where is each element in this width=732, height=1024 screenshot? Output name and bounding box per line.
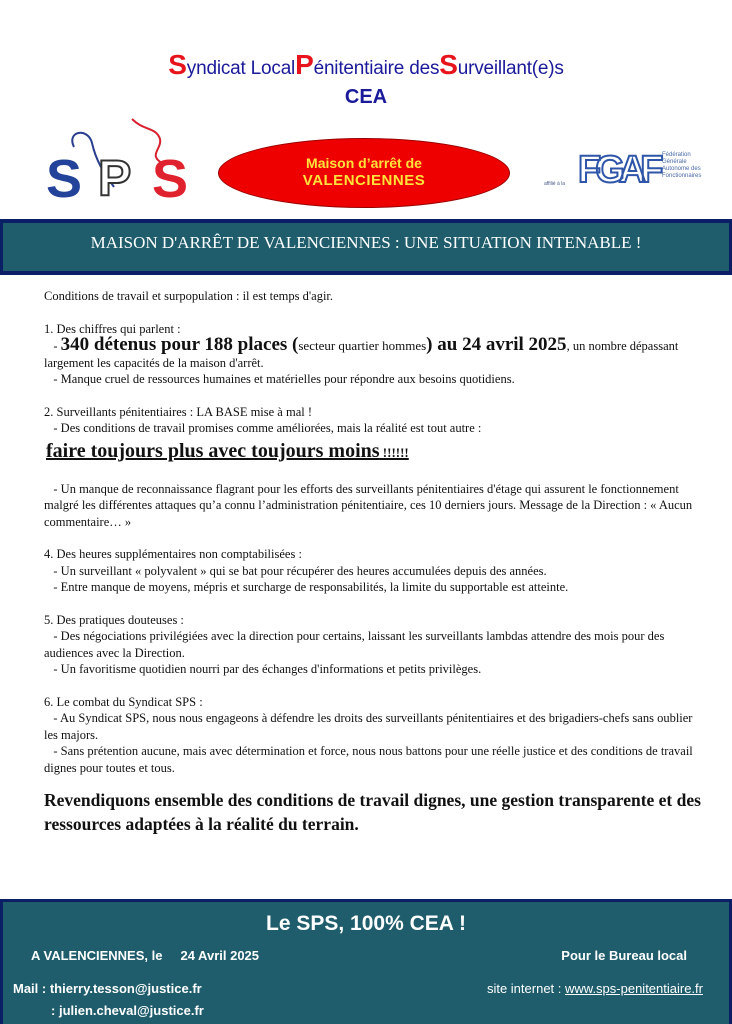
footer-place-date	[31, 948, 259, 963]
fgaf-affiliated-label: affilié à la	[544, 181, 566, 187]
item-text: - Manque cruel de ressources humaines et matérielles pour répondre aux besoins quotidiens.	[53, 372, 515, 386]
section-2-slogan	[46, 439, 704, 465]
ellipse-line2: VALENCIENNES	[302, 172, 426, 190]
footer-mail-2	[51, 1003, 204, 1018]
item-text: - Un surveillant « polyvalent » qui se bat pour récupérer des heures accumulées depuis des années.	[53, 563, 547, 578]
website-link[interactable]: www.sps-penitentiaire.fr	[565, 981, 703, 996]
mail-prefix: :	[51, 1003, 59, 1018]
slogan-text: faire toujours plus avec toujours moins	[46, 439, 380, 462]
prison-name-ellipse	[218, 138, 510, 208]
section-5-heading: 5. Des pratiques douteuses :	[44, 612, 184, 627]
section-2-heading: 2. Surveillants pénitentiaires : LA BASE mise à mal !	[44, 404, 313, 419]
section-4-item-2	[44, 579, 704, 596]
section-4-heading: 4. Des heures supplémentaires non comptabilisées :	[44, 547, 302, 561]
title-initial: S	[168, 49, 187, 80]
headline-banner	[0, 219, 732, 275]
item-text: - Entre manque de moyens, mépris et surcharge de responsabilités, la limite du supportable est atteinte.	[53, 580, 569, 594]
stat-note: secteur quartier hommes	[298, 338, 427, 353]
fgaf-word: FGAF	[578, 149, 658, 191]
section-1-heading: 1. Des chiffres qui parlent :	[44, 321, 181, 336]
section-2-item-2	[44, 481, 704, 531]
item-text: - Des conditions de travail promises comme améliorées, mais la réalité est tout autre :	[53, 421, 482, 435]
section-1-item-2	[44, 371, 704, 388]
footer-website	[487, 981, 703, 996]
section-6-heading: 6. Le combat du Syndicat SPS :	[44, 694, 203, 709]
headline-text: MAISON D'ARRÊT DE VALENCIENNES : UNE SITUATION INTENABLE !	[90, 233, 642, 252]
intro-text: Conditions de travail et surpopulation : il est temps d'agir.	[44, 289, 334, 303]
union-name-title	[0, 51, 732, 80]
footer-signature: Pour le Bureau local	[561, 948, 687, 963]
document-body	[44, 288, 704, 836]
title-part: urveillant(e)s	[457, 58, 564, 79]
title-initial: P	[295, 49, 314, 80]
section-6-item-2	[44, 743, 704, 776]
fgaf-logo-icon	[544, 148, 714, 198]
item-text: - Sans prétention aucune, mais avec détermination et force, nous nous battons pour une réelle justice et des conditions de travail dignes pour toutes et tous.	[44, 744, 693, 775]
sps-logo-icon	[44, 117, 214, 207]
item-text: - Au Syndicat SPS, nous nous engageons à défendre les droits des surveillants pénitentiaires et des brigadiers-chefs sans oublier les majors.	[44, 711, 693, 742]
email-link[interactable]: julien.cheval@justice.fr	[58, 1003, 204, 1018]
section-6-item-1	[44, 710, 704, 743]
slogan-exclaim: !!!!!!	[379, 444, 409, 460]
item-text: - Un manque de reconnaissance flagrant pour les efforts des surveillants pénitentiaires d'étage qui assurent le fonctionnement malgré les différentes attaques qu’a connu l’administration pénitentiaire, ces 10 derniers jours. Message de la Direction : « Aucun commentaire… »	[44, 481, 693, 529]
fgaf-desc-line: Générale	[662, 158, 687, 165]
email-link[interactable]: thierry.tesson@justice.fr	[49, 981, 202, 996]
item-text: - Des négociations privilégiées avec la direction pour certains, laissant les surveillants lambdas attendre des mois pour des audiences avec la Direction.	[44, 629, 665, 660]
section-5-item-1	[44, 628, 704, 661]
footer-slogan: Le SPS, 100% CEA !	[266, 912, 466, 935]
footer-banner	[0, 899, 732, 1024]
stat-tail: , un nombre dépassant largement les capacités de la maison d'arrêt.	[44, 339, 679, 370]
place-text: A VALENCIENNES, le	[31, 948, 163, 963]
svg-text:S: S	[152, 149, 189, 207]
svg-text:P: P	[98, 150, 132, 206]
date-text: 24 Avril 2025	[180, 948, 260, 963]
item-text: - Un favoritisme quotidien nourri par des échanges d'informations et petits privilèges.	[53, 662, 482, 676]
section-2-item-1	[44, 420, 704, 437]
mail-label: Mail :	[13, 981, 50, 996]
footer-mail-1	[13, 981, 202, 996]
fgaf-desc-line: Fonctionnaires	[662, 172, 702, 179]
fgaf-desc-line: Fédération	[662, 152, 691, 158]
stat-highlight: 340 détenus pour 188 places (	[60, 334, 299, 355]
section-5-item-2	[44, 661, 704, 678]
title-initial: S	[439, 49, 458, 80]
site-label: site internet :	[486, 981, 565, 996]
svg-text:S: S	[46, 149, 83, 207]
ellipse-line1: Maison d’arrêt de	[306, 154, 422, 171]
title-part: yndicat Local	[186, 58, 296, 79]
section-4-item-1	[44, 563, 704, 580]
fgaf-desc-line: Autonome des	[662, 165, 701, 172]
stat-date: ) au 24 avril 2025	[426, 334, 567, 355]
title-part: énitentiaire des	[313, 58, 440, 79]
conclusion-text: Revendiquons ensemble des conditions de travail dignes, une gestion transparente et des ressources adaptées à la réalité du terrain.	[44, 790, 701, 834]
fgaf-description	[662, 152, 712, 180]
section-1-item-1: - 340 détenus pour 188 places (secteur quartier hommes) au 24 avril 2025, un nombre dépassant largement les capacités de la maison d'arrêt.	[44, 334, 679, 370]
union-subtitle: CEA	[344, 86, 388, 108]
